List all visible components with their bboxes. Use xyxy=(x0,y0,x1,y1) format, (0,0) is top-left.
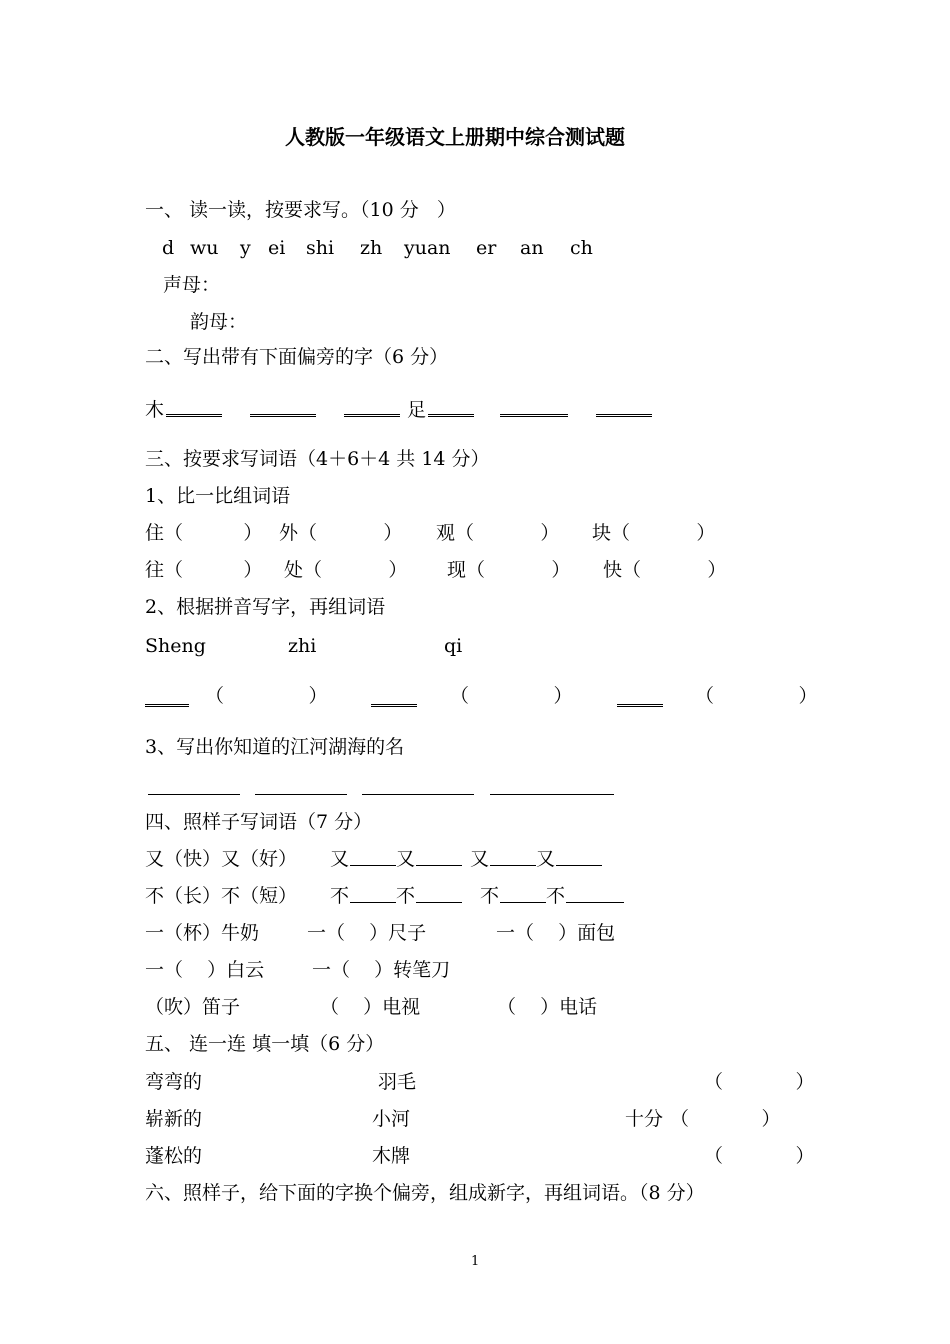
syllable: ei xyxy=(268,237,286,259)
word-item: 处（ ） xyxy=(284,559,408,581)
syllable: ch xyxy=(570,237,593,259)
char: 不 xyxy=(480,885,500,907)
blank xyxy=(490,847,536,866)
blank xyxy=(500,398,568,417)
syllable: zh xyxy=(360,237,383,259)
paren: （ ） xyxy=(704,1145,815,1167)
paren: （ ） xyxy=(450,685,573,707)
blank xyxy=(416,884,462,903)
adjective: 蓬松的 xyxy=(145,1145,203,1167)
blank xyxy=(556,847,602,866)
char: 又 xyxy=(330,848,350,870)
blank xyxy=(166,398,222,417)
section-1-heading: 一、 读一读，按要求写。（10 分 ） xyxy=(145,199,456,221)
q1-label: 1、比一比组词语 xyxy=(145,485,291,507)
blank xyxy=(596,398,652,417)
blank xyxy=(617,688,663,707)
page-title: 人教版一年级语文上册期中综合测试题 xyxy=(285,125,625,149)
measure-word: 一（ ）面包 xyxy=(496,922,616,944)
char: 不 xyxy=(330,885,350,907)
example: 又（快）又（好） xyxy=(145,848,298,870)
syllable: an xyxy=(520,237,544,259)
syllable: shi xyxy=(306,237,335,259)
word-item: 快（ ） xyxy=(603,559,727,581)
blank xyxy=(350,884,396,903)
pinyin: Sheng xyxy=(145,635,206,657)
section-2-heading: 二、写出带有下面偏旁的字（6 分） xyxy=(145,346,449,368)
word-item: 外（ ） xyxy=(279,522,403,544)
pinyin: qi xyxy=(444,635,463,657)
measure-word: 一（ ）尺子 xyxy=(307,922,427,944)
section-4-heading: 四、照样子写词语（7 分） xyxy=(145,811,373,833)
blank xyxy=(250,398,316,417)
blank xyxy=(490,776,614,795)
syllable: d xyxy=(162,237,175,259)
word-item: 往（ ） xyxy=(145,559,263,581)
blank xyxy=(255,776,347,795)
syllable: y xyxy=(240,237,251,259)
blank xyxy=(566,884,624,903)
q3-label: 3、写出你知道的江河湖海的名 xyxy=(145,736,405,758)
char: 又 xyxy=(536,848,556,870)
shifen-label: 十分 xyxy=(625,1108,664,1130)
syllable: wu xyxy=(190,237,219,259)
radical-zu: 足 xyxy=(407,399,427,421)
word-item: 住（ ） xyxy=(145,522,263,544)
blank xyxy=(371,688,417,707)
char: 不 xyxy=(396,885,416,907)
word-item: 观（ ） xyxy=(436,522,560,544)
blank xyxy=(500,884,546,903)
char: 又 xyxy=(396,848,416,870)
pinyin: zhi xyxy=(288,635,317,657)
blank xyxy=(344,398,400,417)
syllable: er xyxy=(476,237,497,259)
verb-word: （吹）笛子 xyxy=(145,996,241,1018)
verb-word: （ ）电话 xyxy=(497,996,598,1018)
measure-word: 一（ ）白云 xyxy=(145,959,265,981)
paren: （ ） xyxy=(205,685,328,707)
verb-word: （ ）电视 xyxy=(320,996,421,1018)
shengmu-label: 声母： xyxy=(163,274,221,296)
q2-label: 2、根据拼音写字，再组词语 xyxy=(145,596,386,618)
yunmu-label: 韵母： xyxy=(190,311,248,333)
section-5-heading: 五、 连一连 填一填（6 分） xyxy=(145,1033,385,1055)
char: 又 xyxy=(470,848,490,870)
page-number: 1 xyxy=(471,1254,480,1269)
blank xyxy=(416,847,462,866)
example: 不（长）不（短） xyxy=(145,885,298,907)
blank xyxy=(145,688,189,707)
radical-mu: 木 xyxy=(145,399,165,421)
adjective: 崭新的 xyxy=(145,1108,203,1130)
word-item: 现（ ） xyxy=(447,559,571,581)
paren: （ ） xyxy=(704,1071,815,1093)
measure-word: 一（ ）转笔刀 xyxy=(312,959,451,981)
paren: （ ） xyxy=(695,685,818,707)
section-6-heading: 六、照样子，给下面的字换个偏旁，组成新字，再组词语。（8 分） xyxy=(145,1182,705,1204)
measure-word: 一（杯）牛奶 xyxy=(145,922,260,944)
noun: 小河 xyxy=(372,1108,411,1130)
adjective: 弯弯的 xyxy=(145,1071,203,1093)
blank xyxy=(148,776,240,795)
paren: （ ） xyxy=(670,1108,781,1130)
syllable: yuan xyxy=(404,237,451,259)
blank xyxy=(428,398,474,417)
section-3-heading: 三、按要求写词语（4＋6＋4 共 14 分） xyxy=(145,448,490,470)
word-item: 块（ ） xyxy=(592,522,716,544)
blank xyxy=(350,847,396,866)
noun: 羽毛 xyxy=(378,1071,417,1093)
char: 不 xyxy=(546,885,566,907)
blank xyxy=(362,776,474,795)
noun: 木牌 xyxy=(372,1145,411,1167)
